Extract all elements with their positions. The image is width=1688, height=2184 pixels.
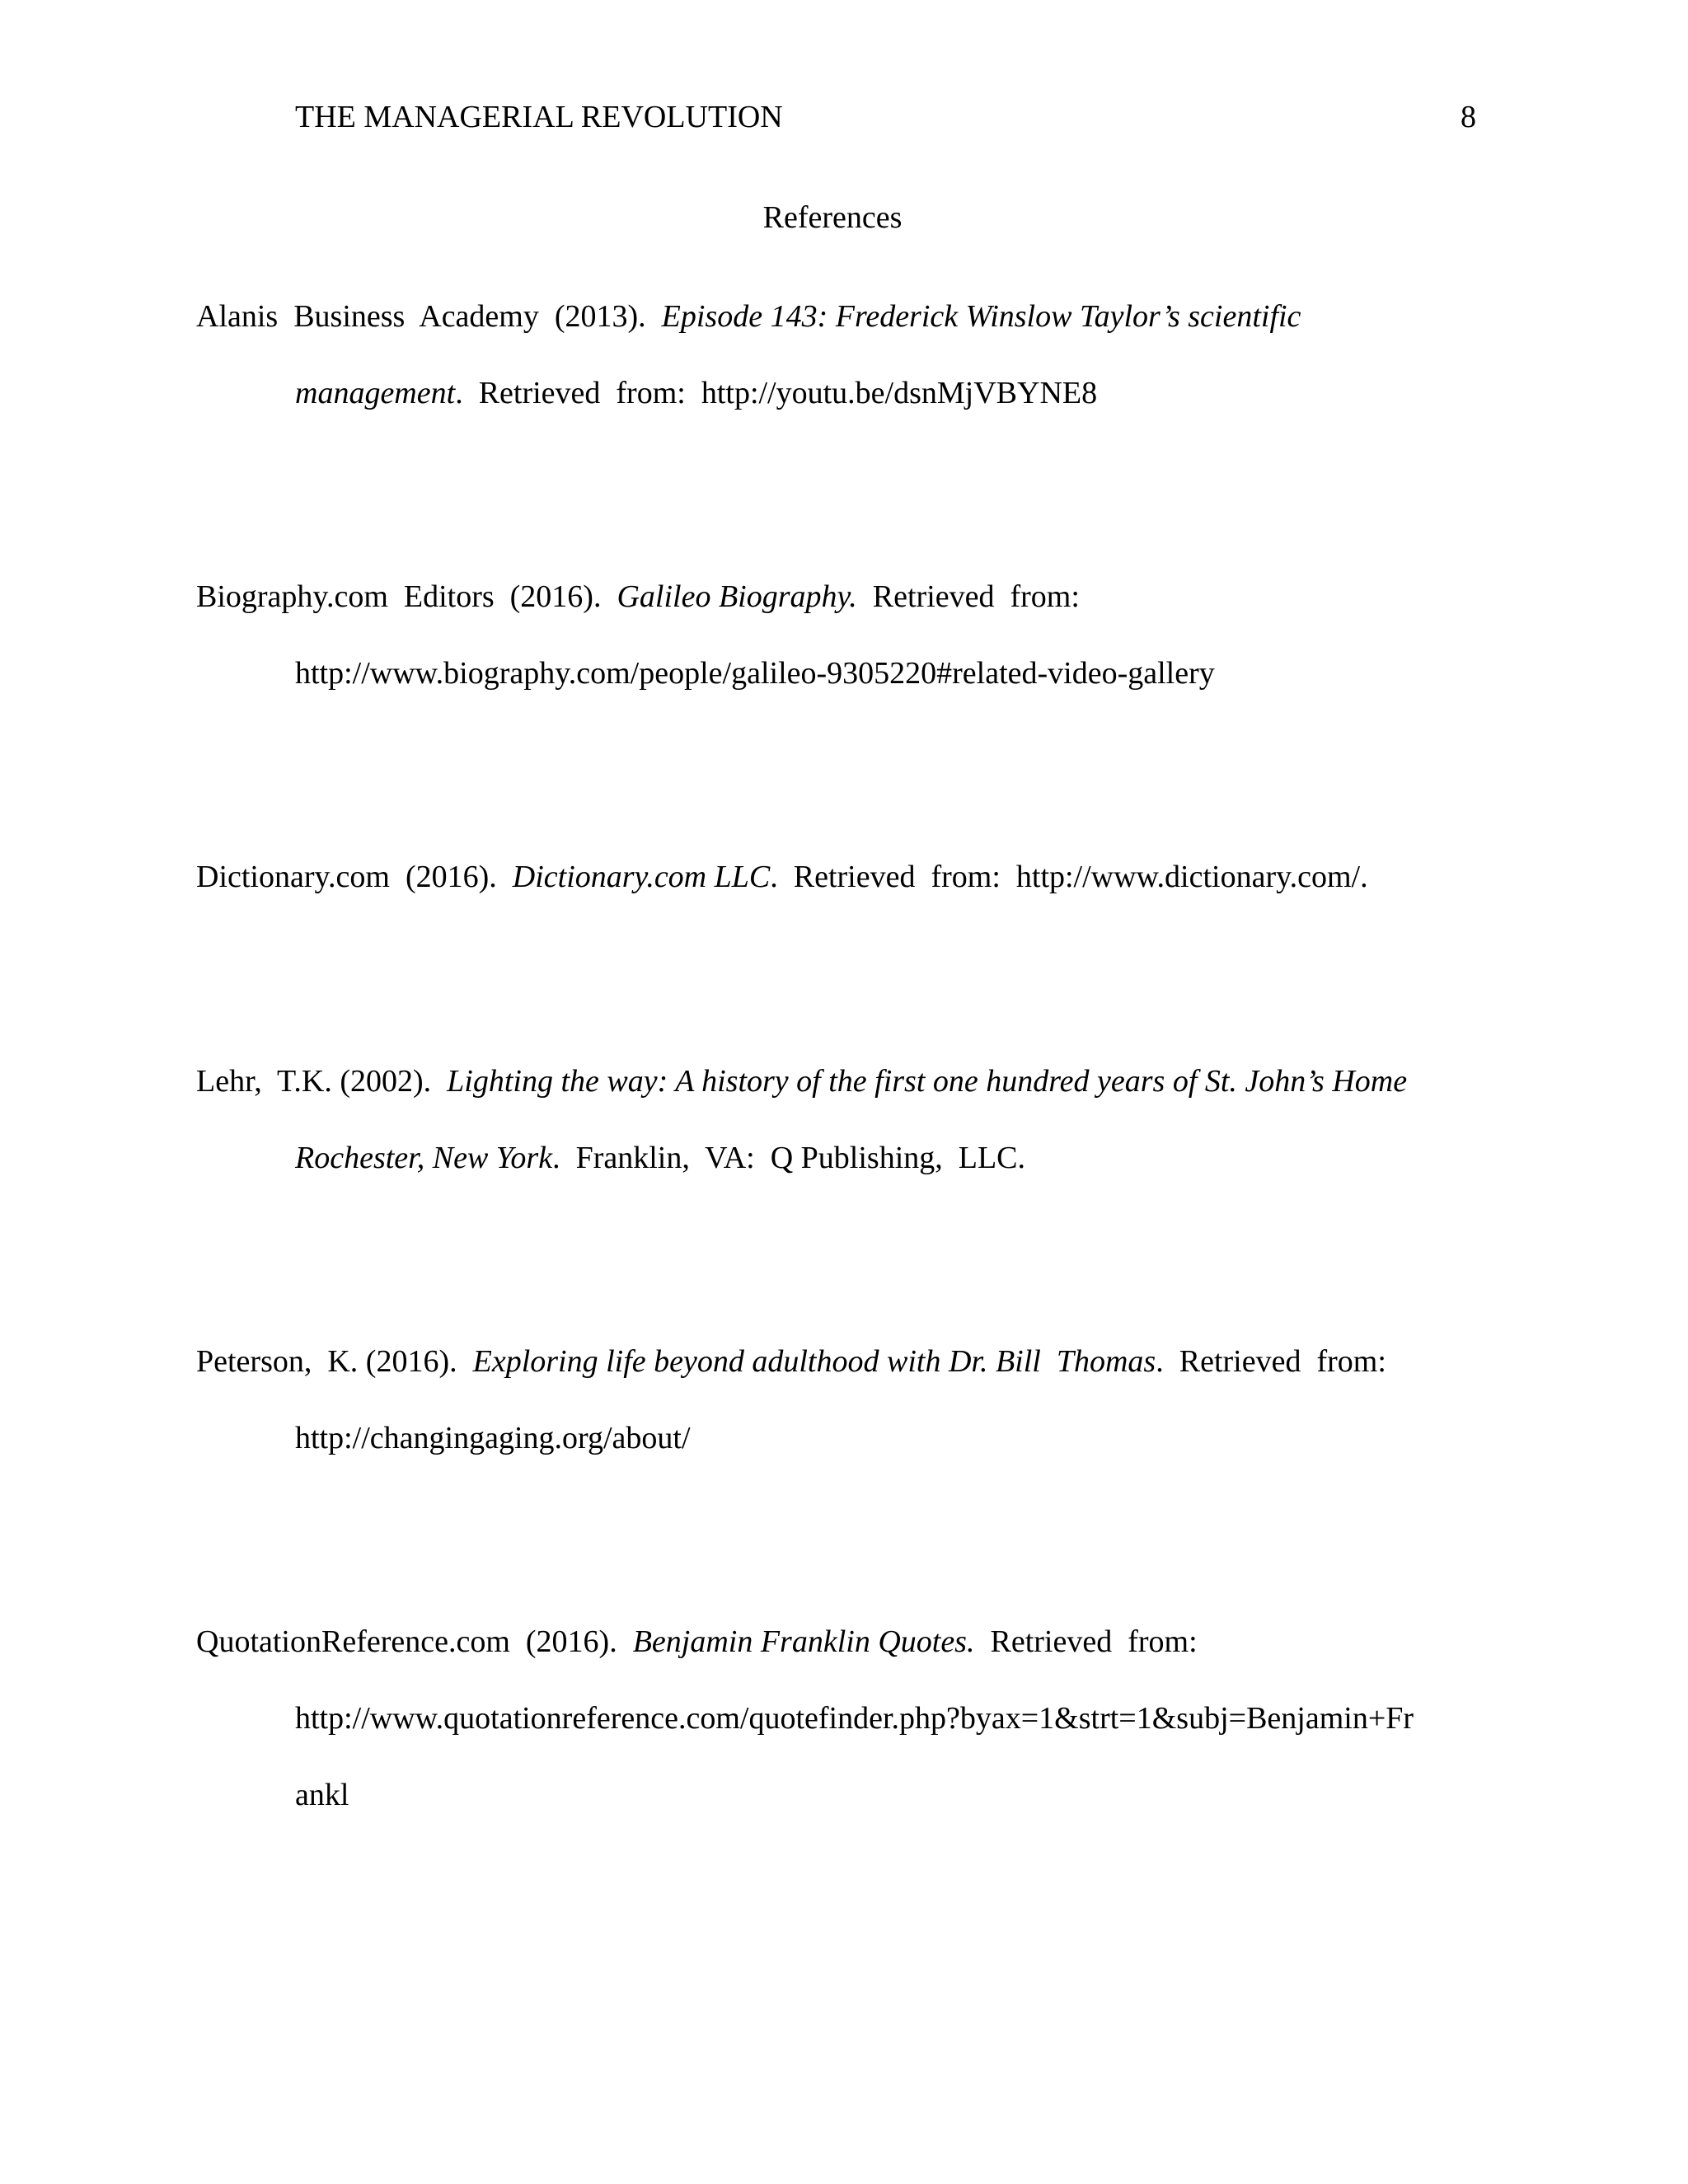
reference-title-text: Exploring life beyond adulthood with Dr. Bill Thomas: [472, 1344, 1156, 1379]
reference-source-text: . Franklin, VA: Q Publishing, LLC.: [552, 1141, 1026, 1175]
running-head: THE MANAGERIAL REVOLUTION: [295, 100, 783, 134]
reference-author-text: Peterson, K. (2016).: [196, 1344, 473, 1379]
reference-entry: [196, 577, 1482, 730]
reference-source-text: Retrieved from:: [974, 1624, 1198, 1659]
reference-author-text: Dictionary.com (2016).: [196, 860, 513, 894]
reference-title-text: Galileo Biography.: [617, 579, 857, 614]
reference-line: [196, 1342, 1482, 1418]
reference-url-text: ankl: [295, 1778, 349, 1812]
reference-source-text: . Retrieved from:: [1156, 1344, 1386, 1379]
references-heading: References: [762, 200, 903, 235]
reference-title-text: Episode 143: Frederick Winslow Taylor’s scientific: [661, 299, 1301, 334]
reference-line: [196, 654, 1482, 730]
reference-title-text: Dictionary.com LLC: [512, 860, 771, 894]
reference-author-text: QuotationReference.com (2016).: [196, 1624, 633, 1659]
reference-line: [196, 1418, 1482, 1495]
reference-entry: [196, 857, 1482, 934]
reference-title-text: Benjamin Franklin Quotes.: [632, 1624, 975, 1659]
reference-line: [196, 577, 1482, 654]
reference-title-text: management: [295, 376, 456, 410]
reference-line: [196, 1062, 1482, 1138]
reference-entry: [196, 1062, 1482, 1215]
reference-url-text: http://www.biography.com/people/galileo-9305220#related-video-gallery: [295, 656, 1215, 691]
reference-author-text: Alanis Business Academy (2013).: [196, 299, 662, 334]
reference-url-text: http://changingaging.org/about/: [295, 1421, 691, 1455]
reference-entry: [196, 297, 1482, 450]
reference-title-text: Lighting the way: A history of the first one hundred years of St. John’s Home: [447, 1064, 1408, 1099]
reference-line: [196, 373, 1482, 450]
reference-line: [196, 1138, 1482, 1215]
reference-url-text: http://www.quotationreference.com/quotefinder.php?byax=1&strt=1&subj=Benjamin+Fr: [295, 1701, 1414, 1736]
reference-source-text: . Retrieved from: http://www.dictionary.com/.: [770, 860, 1368, 894]
reference-line: [196, 1622, 1482, 1699]
page-number: 8: [1461, 100, 1476, 134]
reference-line: [196, 297, 1482, 373]
reference-source-text: . Retrieved from: http://youtu.be/dsnMjVBYNE8: [455, 376, 1098, 410]
reference-author-text: Lehr, T.K. (2002).: [196, 1064, 448, 1099]
reference-entry: [196, 1622, 1482, 1852]
reference-line: [196, 857, 1482, 934]
reference-source-text: Retrieved from:: [856, 579, 1080, 614]
reference-title-text: Rochester, New York: [295, 1141, 553, 1175]
reference-entry: [196, 1342, 1482, 1495]
reference-author-text: Biography.com Editors (2016).: [196, 579, 617, 614]
reference-line: [196, 1775, 1482, 1852]
reference-line: [196, 1699, 1482, 1775]
